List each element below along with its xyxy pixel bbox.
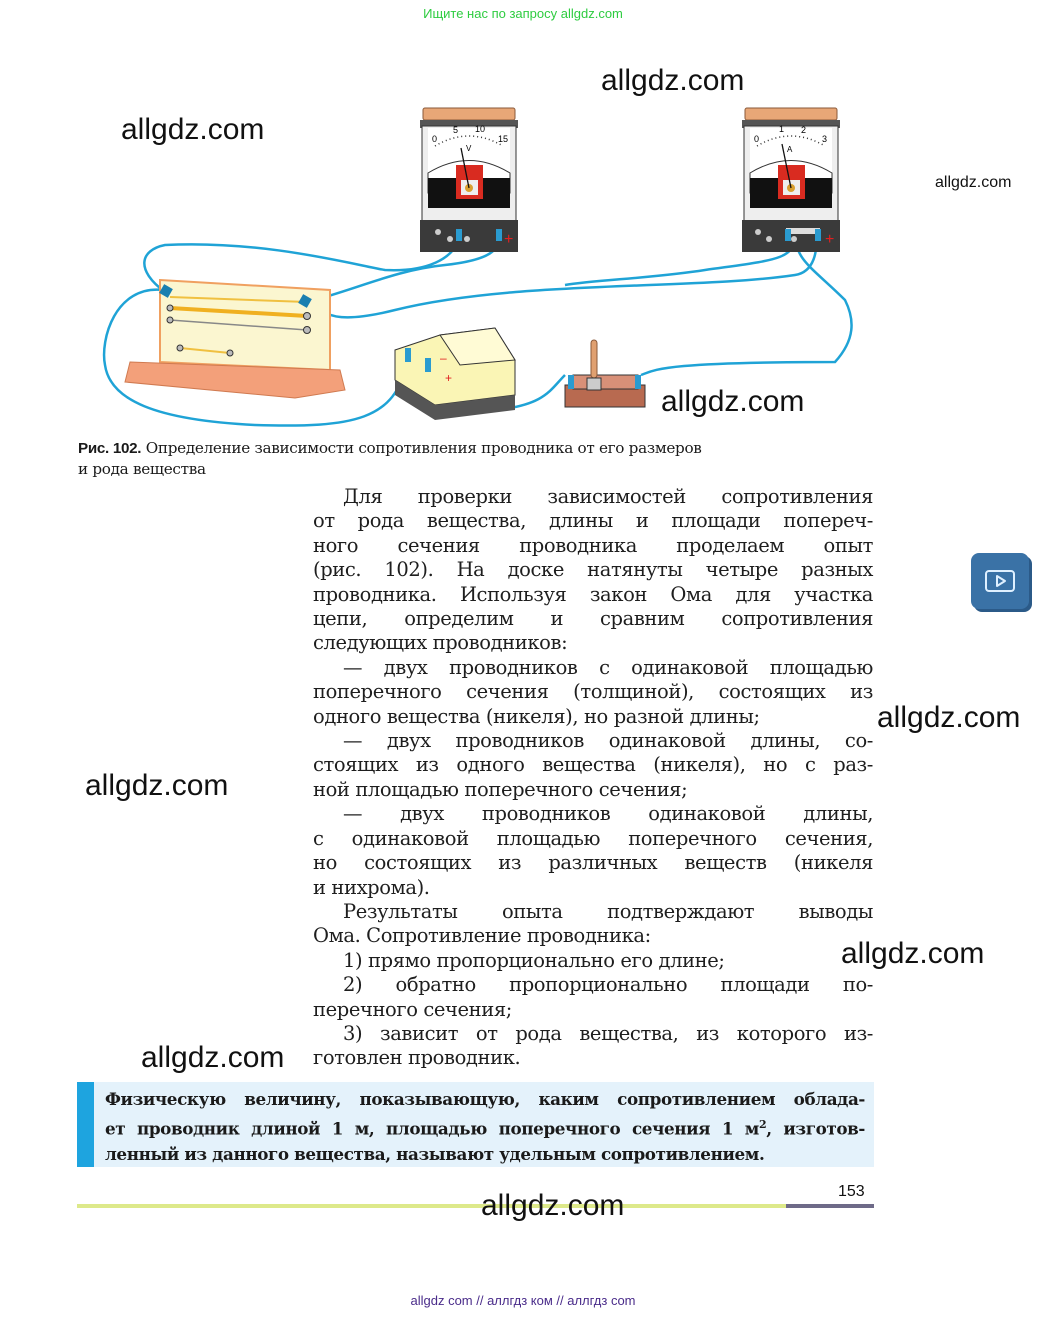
definition-line: ленный из данного вещества, называют удельным сопротивлением. [105, 1143, 765, 1164]
bottom-banner[interactable]: allgdz com // аллгдз ком // аллгдз com [410, 1293, 636, 1308]
svg-text:+: + [825, 231, 835, 248]
voltmeter [420, 108, 518, 252]
footer-rule-gray [786, 1204, 874, 1208]
watermark: allgdz.com [841, 937, 985, 970]
text-line: Для проверки зависимостей сопротивления [343, 485, 873, 508]
text-line: ной площадью поперечного сечения; [313, 777, 688, 801]
definition-box [77, 1082, 874, 1167]
text-line: следующих проводников: [313, 631, 568, 655]
svg-text:V: V [466, 144, 472, 153]
text-line: (рис. 102). На доске натянуты четыре разных [313, 558, 873, 582]
list-item-dash: — двух проводников с одинаковой площадью [343, 655, 873, 679]
definition-accent-bar [77, 1082, 94, 1167]
text-line: от рода вещества, длины и площади попереч- [313, 509, 873, 533]
svg-text:A: A [787, 145, 793, 154]
conductor-board [125, 280, 345, 398]
svg-text:0: 0 [432, 134, 438, 144]
watermark: allgdz.com [661, 385, 805, 418]
list-item-numbered: 2) обратно пропорционально площади по- [343, 973, 873, 997]
video-play-button[interactable] [971, 553, 1029, 609]
list-item-numbered: 1) прямо пропорционально его длине; [343, 948, 725, 972]
play-video-icon [984, 569, 1016, 593]
definition-line: Физическую величину, показывающую, каким сопротивлением облада- [105, 1089, 865, 1109]
watermark: allgdz.com [877, 701, 1021, 734]
text-line: с одинаковой площадью поперечного сечения, [313, 826, 873, 850]
ammeter [742, 108, 840, 252]
svg-text:0: 0 [754, 134, 760, 144]
figure-102-circuit [95, 100, 855, 430]
svg-text:3: 3 [822, 134, 828, 144]
caption-label: Рис. 102. [78, 440, 142, 457]
svg-text:+: + [445, 371, 453, 385]
svg-text:15: 15 [498, 134, 509, 144]
text-line: Ома. Сопротивление проводника: [313, 924, 651, 948]
top-banner[interactable]: Ищите нас по запросу allgdz.com [423, 6, 623, 21]
svg-text:10: 10 [475, 124, 486, 134]
text-line: цепи, определим и сравним сопротивления [313, 607, 873, 631]
watermark: allgdz.com [141, 1041, 285, 1074]
list-item-dash: — двух проводников одинаковой длины, со- [343, 729, 873, 753]
svg-text:–: – [440, 351, 447, 365]
definition-text [105, 1087, 865, 1167]
power-source [395, 328, 515, 420]
watermark: allgdz.com [601, 64, 745, 97]
caption-text-1: Определение зависимости сопротивления проводника от его размеров [141, 439, 702, 457]
list-item-numbered: 3) зависит от рода вещества, из которого из- [343, 1021, 873, 1045]
figure-caption [78, 438, 838, 479]
text-line: и нихрома). [313, 875, 430, 899]
switch [565, 340, 645, 407]
list-item-dash: — двух проводников одинаковой длины, [343, 802, 873, 826]
watermark: allgdz.com [121, 113, 265, 146]
page-number: 153 [838, 1183, 865, 1200]
svg-text:5: 5 [453, 125, 459, 135]
watermark: allgdz.com [935, 174, 1012, 191]
text-line: стоящих из одного вещества (никеля), но с раз- [313, 753, 873, 777]
text-line: проводника. Используя закон Ома для участка [313, 582, 873, 606]
body-text [313, 485, 873, 1071]
watermark: allgdz.com [481, 1189, 625, 1222]
watermark: allgdz.com [85, 769, 229, 802]
svg-text:1: 1 [779, 124, 785, 134]
text-line: но состоящих из различных веществ (никеля [313, 851, 873, 875]
text-line: готовлен проводник. [313, 1046, 521, 1070]
text-line: одного вещества (никеля), но разной длины; [313, 704, 760, 728]
text-line: перечного сечения; [313, 997, 512, 1021]
text-line: ного сечения проводника проделаем опыт [313, 533, 873, 557]
svg-text:2: 2 [801, 125, 807, 135]
text-line: Результаты опыта подтверждают выводы [343, 899, 873, 923]
caption-text-2: и рода вещества [78, 460, 206, 478]
svg-text:+: + [504, 231, 514, 248]
definition-line: ет проводник длиной 1 м, площадью поперечного сечения 1 $м^2$, изготов- [105, 1118, 865, 1139]
text-line: поперечного сечения (толщиной), состоящих из [313, 680, 873, 704]
footer-rule-green [77, 1204, 787, 1208]
